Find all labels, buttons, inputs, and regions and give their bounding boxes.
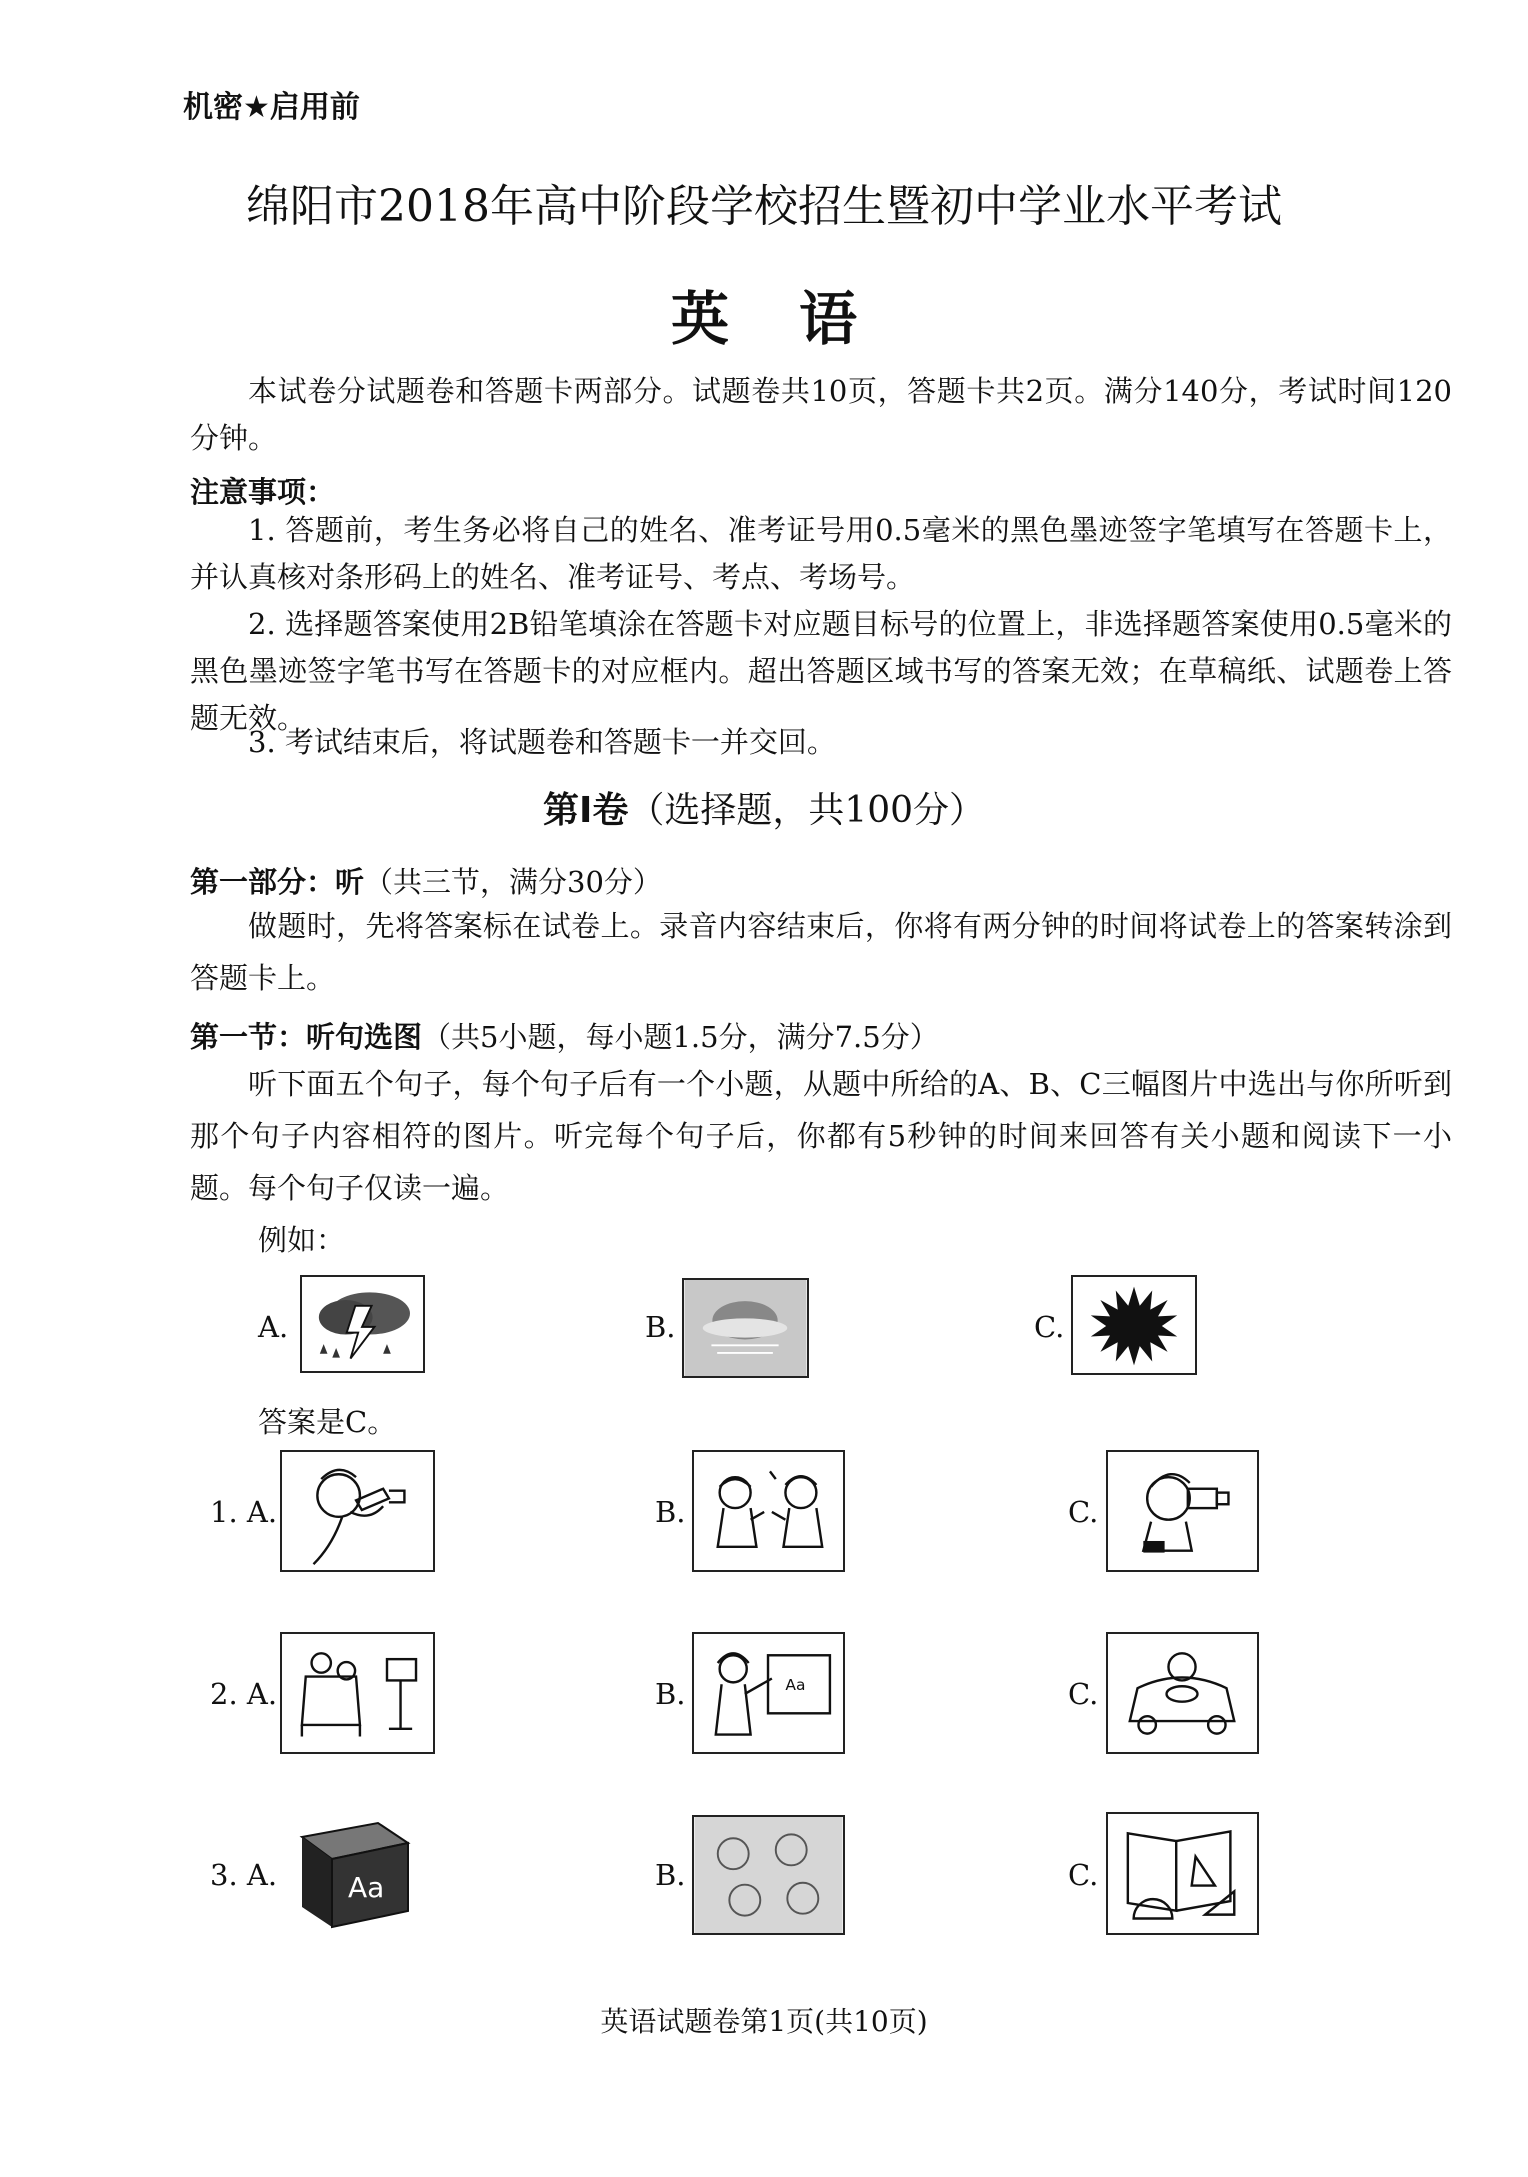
section1-instruction: 听下面五个句子，每个句子后有一个小题，从题中所给的A、B、C三幅图片中选出与你所听到那个句子内容相符的图片。听完每个句子后，你都有5秒钟的时间来回答有关小题和阅读下一小题。每个句子仅读一遍。 <box>190 1067 1452 1205</box>
q1-picture-b <box>692 1450 845 1572</box>
storm-icon <box>302 1277 423 1371</box>
fog-cloud-icon <box>684 1280 807 1376</box>
volume-title-bold: 第Ⅰ卷 <box>542 790 629 831</box>
example-label: 例如： <box>258 1223 346 1257</box>
q2-picture-b <box>692 1632 845 1754</box>
person-drinking-icon <box>282 1452 433 1570</box>
note-item-3: 3. 考试结束后，将试题卷和答题卡一并交回。 <box>248 725 836 759</box>
note-item-2: 2. 选择题答案使用2B铅笔填涂在答题卡对应题目标号的位置上，非选择题答案使用0.5毫米的黑色墨迹签字笔书写在答题卡的对应框内。超出答题区域书写的答案无效；在草稿纸、试题卷上答题无效。 <box>190 607 1452 735</box>
boy-with-camera-icon <box>1108 1452 1257 1570</box>
example-picture-c <box>1071 1275 1197 1375</box>
section1-heading <box>190 1015 939 1056</box>
book-cover-text: Aa <box>348 1871 385 1904</box>
q1-option-c-label: C. <box>1068 1495 1099 1529</box>
part1-instruction: 做题时，先将答案标在试卷上。录音内容结束后，你将有两分钟的时间将试卷上的答案转涂到答题卡上。 <box>190 909 1452 995</box>
section1-heading-rest: （共5小题，每小题1.5分，满分7.5分） <box>422 1020 939 1054</box>
dictionary-book-icon <box>280 1815 435 1935</box>
example-answer: 答案是C。 <box>258 1405 397 1439</box>
q2-picture-a <box>280 1632 435 1754</box>
example-picture-b <box>682 1278 809 1378</box>
driver-in-car-icon <box>1108 1634 1257 1752</box>
geometry-book-icon <box>1108 1814 1257 1933</box>
q3-picture-a <box>280 1815 435 1935</box>
q1-option-b-label: B. <box>655 1495 686 1529</box>
cartoon-faces-icon <box>694 1817 843 1933</box>
family-watching-icon <box>282 1634 433 1752</box>
q3-option-c-label: C. <box>1068 1858 1099 1892</box>
sun-icon <box>1073 1277 1195 1373</box>
exam-title: 绵阳市2018年高中阶段学校招生暨初中学业水平考试 <box>246 181 1282 232</box>
example-option-b-label: B. <box>645 1310 676 1344</box>
two-kids-talking-icon <box>694 1452 843 1570</box>
q3-option-a-label: 3. A. <box>210 1858 278 1892</box>
intro-paragraph: 本试卷分试题卷和答题卡两部分。试题卷共10页，答题卡共2页。满分140分，考试时间120分钟。 <box>190 374 1452 455</box>
q2-option-a-label: 2. A. <box>210 1677 278 1711</box>
page-footer: 英语试题卷第1页(共10页) <box>600 2005 928 2038</box>
example-option-c-label: C. <box>1034 1310 1065 1344</box>
volume-title <box>0 782 1528 833</box>
note-item-1: 1. 答题前，考生务必将自己的姓名、准考证号用0.5毫米的黑色墨迹签字笔填写在答题卡上，并认真核对条形码上的姓名、准考证号、考点、考场号。 <box>190 513 1452 594</box>
q1-picture-c <box>1106 1450 1259 1572</box>
confidential-mark: 机密★启用前 <box>183 90 360 125</box>
q2-option-b-label: B. <box>655 1677 686 1711</box>
q3-picture-c <box>1106 1812 1259 1935</box>
part1-heading <box>190 860 662 901</box>
q3-option-b-label: B. <box>655 1858 686 1892</box>
q3-picture-b <box>692 1815 845 1935</box>
part1-heading-rest: （共三节，满分30分） <box>364 865 662 899</box>
q1-picture-a <box>280 1450 435 1572</box>
subject-title: 英语 <box>670 285 927 353</box>
notes-heading: 注意事项： <box>190 475 336 509</box>
example-option-a-label: A. <box>258 1310 289 1344</box>
q1-option-a-label: 1. A. <box>210 1495 278 1529</box>
section1-heading-bold: 第一节：听句选图 <box>190 1020 423 1054</box>
q2-picture-c <box>1106 1632 1259 1754</box>
volume-title-rest: （选择题，共100分） <box>628 790 986 831</box>
teacher-at-board-icon <box>694 1634 843 1752</box>
q2-option-c-label: C. <box>1068 1677 1099 1711</box>
part1-heading-bold: 第一部分：听 <box>190 865 365 899</box>
example-picture-a <box>300 1275 425 1373</box>
board-text: Aa <box>785 1676 806 1695</box>
